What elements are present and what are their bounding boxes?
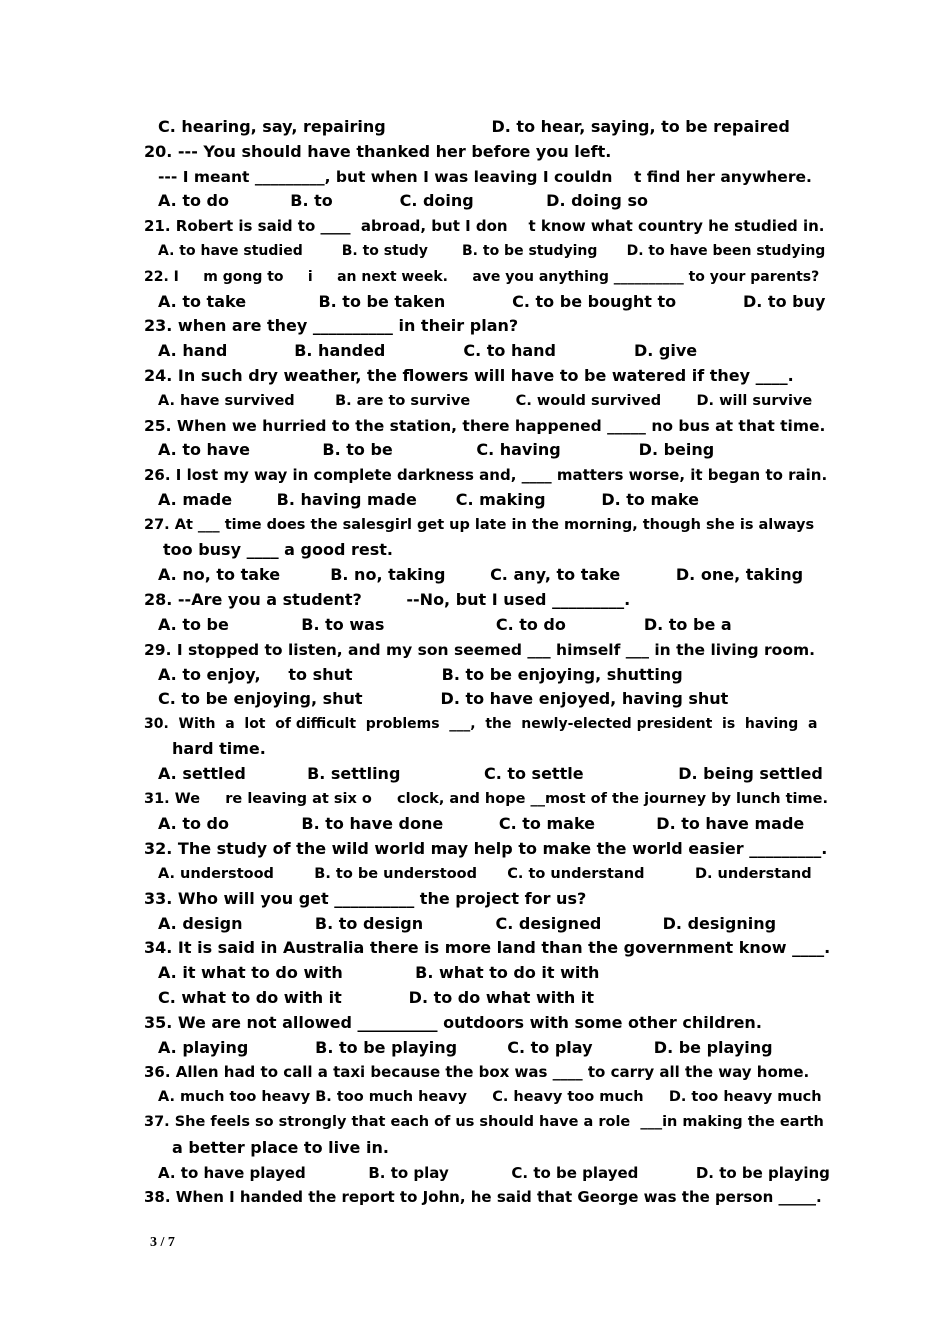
text-line: 36. Allen had to call a taxi because the box was ____ to carry all the way home. bbox=[144, 1063, 810, 1081]
text-line: A. to take B. to be taken C. to be bought to D. to buy bbox=[158, 292, 826, 311]
text-line: hard time. bbox=[172, 739, 266, 758]
text-line: A. design B. to design C. designed D. designing bbox=[158, 914, 777, 933]
text-line: 35. We are not allowed __________ outdoors with some other children. bbox=[144, 1013, 762, 1032]
text-line: A. it what to do with B. what to do it with bbox=[158, 963, 600, 982]
text-line: 26. I lost my way in complete darkness and, ____ matters worse, it began to rain. bbox=[144, 466, 828, 484]
text-line: 24. In such dry weather, the flowers will have to be watered if they ____. bbox=[144, 366, 794, 385]
text-line: 27. At ___ time does the salesgirl get up late in the morning, though she is always bbox=[144, 517, 815, 533]
text-line: 38. When I handed the report to John, he said that George was the person _____. bbox=[144, 1188, 822, 1206]
text-line: A. playing B. to be playing C. to play D. be playing bbox=[158, 1038, 773, 1057]
text-line: A. to have B. to be C. having D. being bbox=[158, 440, 715, 459]
text-line: A. understood B. to be understood C. to understand D. understand bbox=[158, 866, 812, 882]
text-line: A. to have studied B. to study B. to be studying D. to have been studying bbox=[158, 243, 826, 259]
text-line: too busy ____ a good rest. bbox=[163, 540, 393, 559]
text-line: 25. When we hurried to the station, there happened _____ no bus at that time. bbox=[144, 417, 826, 435]
text-line: C. to be enjoying, shut D. to have enjoyed, having shut bbox=[158, 689, 729, 708]
text-line: 31. We re leaving at six o clock, and hope __most of the journey by lunch time. bbox=[144, 791, 828, 807]
text-line: 21. Robert is said to ____ abroad, but I don t know what country he studied in. bbox=[144, 217, 825, 235]
text-line: A. made B. having made C. making D. to make bbox=[158, 490, 699, 509]
text-line: C. what to do with it D. to do what with it bbox=[158, 988, 595, 1007]
text-line: 23. when are they __________ in their plan? bbox=[144, 316, 519, 335]
text-line: 20. --- You should have thanked her before you left. bbox=[144, 142, 612, 161]
page-number: 3 / 7 bbox=[150, 1235, 175, 1250]
text-line: A. to have played B. to play C. to be played D. to be playing bbox=[158, 1164, 830, 1182]
text-line: 34. It is said in Australia there is more land than the government know ____. bbox=[144, 938, 831, 957]
text-line: A. to do B. to C. doing D. doing so bbox=[158, 191, 648, 210]
text-line: A. no, to take B. no, taking C. any, to take D. one, taking bbox=[158, 565, 804, 584]
text-line: 37. She feels so strongly that each of us should have a role ___in making the earth bbox=[144, 1114, 824, 1130]
text-line: A. to be B. to was C. to do D. to be a bbox=[158, 615, 732, 634]
text-line: 22. I m gong to i an next week. ave you anything __________ to your parents? bbox=[144, 269, 820, 285]
text-line: A. much too heavy B. too much heavy C. heavy too much D. too heavy much bbox=[158, 1089, 822, 1105]
text-line: A. settled B. settling C. to settle D. being settled bbox=[158, 764, 823, 783]
text-line: 30. With a lot of difficult problems ___, the newly-elected president is having a bbox=[144, 716, 818, 732]
text-line: 32. The study of the wild world may help to make the world easier _________. bbox=[144, 839, 828, 858]
text-line: --- I meant _________, but when I was leaving I couldn t find her anywhere. bbox=[158, 168, 812, 186]
text-line: a better place to live in. bbox=[172, 1138, 389, 1157]
text-line: A. hand B. handed C. to hand D. give bbox=[158, 341, 698, 360]
text-line: 29. I stopped to listen, and my son seemed ___ himself ___ in the living room. bbox=[144, 641, 816, 659]
text-line: 28. --Are you a student? --No, but I used _________. bbox=[144, 590, 631, 609]
text-line: A. to do B. to have done C. to make D. to have made bbox=[158, 814, 805, 833]
text-line: A. to enjoy, to shut B. to be enjoying, shutting bbox=[158, 665, 683, 684]
text-line: 33. Who will you get __________ the project for us? bbox=[144, 889, 587, 908]
text-line: C. hearing, say, repairing D. to hear, saying, to be repaired bbox=[158, 117, 790, 136]
text-line: A. have survived B. are to survive C. would survived D. will survive bbox=[158, 393, 813, 409]
